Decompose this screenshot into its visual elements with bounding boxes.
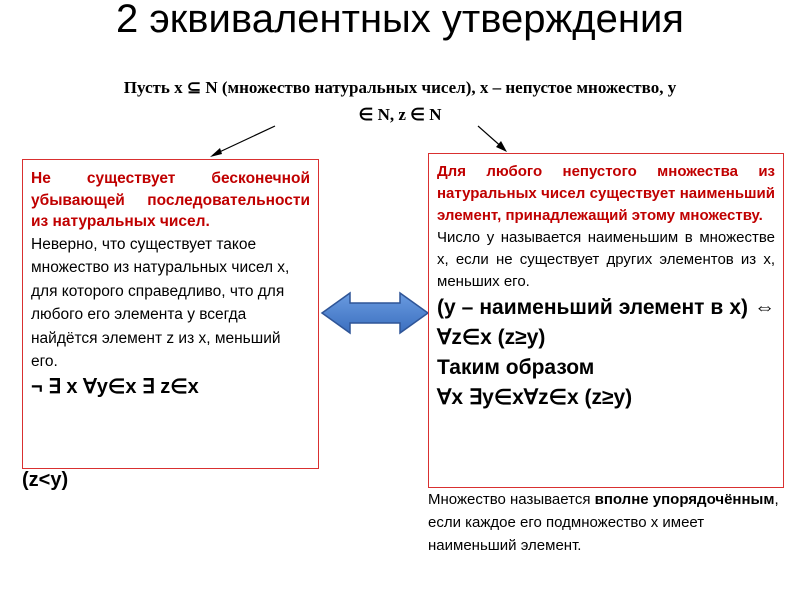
arrowhead-left (210, 148, 222, 157)
right-formula: (y – наименьший элемент в x) ⇔ ∀z∈x (z≥y) (437, 296, 775, 349)
note-suffix: , если каждое его подмножество x имеет наименьший элемент. (428, 491, 779, 554)
page-title: 2 эквивалентных утверждения (116, 0, 684, 41)
right-conclusion-formula: ∀x ∃y∈x∀z∈x (z≥y) (437, 386, 633, 409)
left-statement-box (22, 159, 319, 469)
subtitle: Пусть x ⊆ N (множество натуральных чисел), x – непустое множество, y ∈ N, z ∈ N (123, 78, 677, 124)
definition-note (428, 488, 784, 557)
left-formula: ¬ ∃ x ∀y∈x ∃ z∈x (31, 375, 199, 398)
left-body: Неверно, что существует такое множество из натуральных чисел x, для которого справедливо, что для любого его элемента y всегда найдётся элемент z из x, меньший его. (31, 235, 290, 370)
arrow-to-left-box (213, 126, 275, 155)
right-heading: Для любого непустого множества из натуральных чисел существует наименьший элемент, принадлежащий этому множеству. (437, 163, 775, 224)
right-statement-box (428, 153, 784, 488)
note-term: вполне упорядочённым (594, 491, 775, 508)
left-formula-tail: (z<y) (22, 469, 69, 491)
note-prefix: Множество называется (428, 491, 595, 508)
left-heading: Не существует бесконечной убывающей последовательности из натуральных чисел. (31, 170, 310, 230)
right-conclusion-label: Таким образом (437, 356, 595, 379)
right-body: Число y называется наименьшим в множестве x, если не существует других элементов из x, меньших его. (437, 229, 775, 290)
double-arrow-icon (322, 293, 428, 333)
